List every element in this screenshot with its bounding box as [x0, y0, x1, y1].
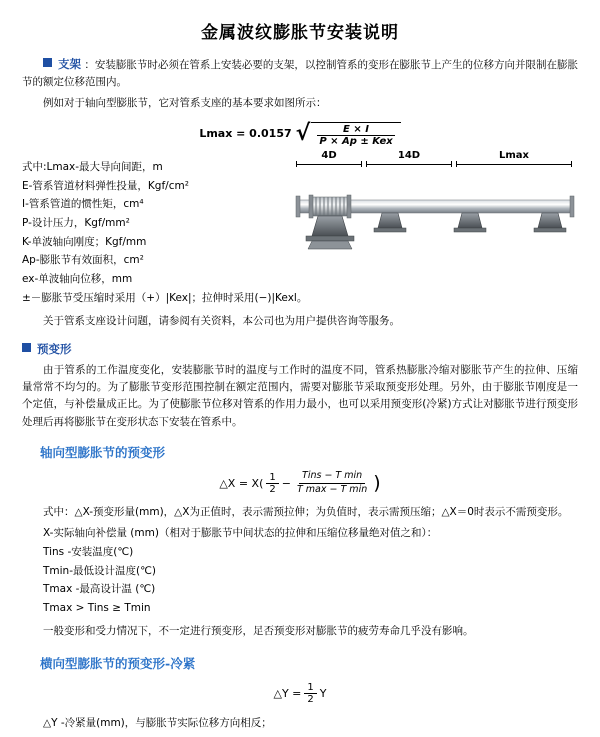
- one-half-fraction: 1 2: [266, 472, 278, 495]
- predeform-heading: 预变形: [37, 341, 72, 356]
- legend-item: Tmin-最低设计温度(℃): [43, 564, 156, 577]
- support-paragraph-2: 例如对于轴向型膨胀节，它对管系支座的基本要求如图所示：: [43, 96, 327, 109]
- lateral-equation-rhs: Y: [319, 686, 327, 700]
- legend-item: 式中:Lmax-最大导向间距，m: [22, 160, 163, 173]
- legend-item: P-设计压力，Kgf/mm²: [22, 217, 130, 229]
- legend-item: ex-单波轴向位移，mm: [22, 273, 133, 286]
- support-heading: 支架: [58, 57, 82, 71]
- predeform-paragraph: 由于管系的工作温度变化，安装膨胀节时的温度与工作时的温度不同，管系热膨胀冷缩对膨胀节产生的拉伸、压缩量常常不均匀的。为了膨胀节变形范围控制在额定范围内，需要对膨胀节采取预变形处理。另外，由于膨胀节刚度是一个定值，与补偿量成正比。为了使膨胀节位移对管系的作用力最小，也可以采用预变形(冷紧)方式让对膨胀节进行预变形处理后再将膨胀节在变形状态下安装在管系中。: [22, 363, 578, 428]
- blue-square-bullet-icon: [22, 343, 31, 352]
- axial-legend-list: [22, 524, 578, 617]
- lmax-formula-lhs: Lmax = 0.0157: [199, 127, 292, 141]
- figure-dimension-row: [290, 150, 578, 166]
- legend-item: ±－膨胀节受压缩时采用（+）|Kex|；拉伸时采用(−)|Kexl。: [22, 291, 308, 304]
- axial-equation-rhs: ): [373, 471, 381, 494]
- predeform-heading-row: [22, 341, 578, 357]
- dimension-lmax: Lmax: [456, 150, 572, 167]
- legend-item: I-管系管道的惯性矩，cm⁴: [22, 198, 144, 211]
- lateral-heading: 横向型膨胀节的预变形-冷紧: [40, 655, 196, 671]
- support-paragraph-3: 关于管系支座设计问题，请参阅有关资料，本公司也为用户提供咨询等服务。: [43, 315, 400, 328]
- support-body-1: 安装膨胀节时必须在管系上安装必要的支架，以控制管系的变形在膨胀节上产生的位移方向并限制在膨胀节的额定位移范围内。: [22, 59, 579, 89]
- legend-item: X-实际轴向补偿量 (mm)（相对于膨胀节中间状态的拉伸和压缩位移量绝对值之和）：: [43, 527, 438, 540]
- legend-item: E-管系管道材料弹性投量，Kgf/cm²: [22, 179, 189, 192]
- support-paragraph-1: 支架 ：安装膨胀节时必须在管系上安装必要的支架，以控制管系的变形在膨胀节上产生的位移方向并限制在膨胀节的额定位移范围内。: [22, 57, 579, 89]
- axial-equation-lhs: △X = X(: [219, 476, 264, 490]
- lmax-formula: [193, 120, 408, 148]
- axial-equation: [22, 471, 578, 496]
- axial-heading: 轴向型膨胀节的预变形: [40, 445, 166, 460]
- piping-diagram-icon: [290, 170, 578, 255]
- lateral-note: △Y -冷紧量(mm)，与膨胀节实际位移方向相反；: [43, 716, 272, 729]
- formula-denominator: P × Ap ± Kex: [319, 135, 393, 147]
- page-title: 金属波纹膨胀节安装说明: [201, 23, 399, 43]
- axial-tail: 一般变形和受力情况下，不一定进行预变形，足否预变形对膨胀节的疲劳寿命几乎没有影响。: [43, 624, 474, 637]
- formula-numerator: E × I: [343, 123, 369, 135]
- lateral-equation: [22, 682, 578, 705]
- legend-item: Tmax -最高设计温 (℃): [43, 583, 156, 596]
- legend-item: Ap-膨胀节有效面积，cm²: [22, 254, 144, 267]
- legend-item: Tmax > Tins ≥ Tmin: [43, 601, 151, 614]
- lateral-equation-lhs: △Y =: [273, 686, 302, 700]
- expansion-joint-figure: [290, 150, 578, 255]
- blue-square-bullet-icon: [43, 58, 52, 67]
- legend-item: Tins -安装温度(℃): [43, 545, 134, 558]
- axial-equation-minus: −: [281, 476, 291, 490]
- dimension-4d: 4D: [296, 150, 362, 167]
- dimension-14d: 14D: [366, 150, 452, 167]
- legend-item: K-单波轴向刚度；Kgf/mm: [22, 235, 147, 248]
- square-root-icon: √ $\frac{E \times I}{\text{P × Ap ± Kex}}$: [296, 120, 401, 148]
- axial-note: 式中：△X-预变形量(mm)，△X为正值时，表示需预拉伸；为负值时，表示需预压缩；△X＝0时表示不需预变形。: [43, 505, 569, 518]
- temperature-ratio-fraction: $\frac{\text{Tins − T min}}{\text{T max − T min}}$: [296, 470, 368, 495]
- one-half-fraction: $\frac{1}{2}$: [304, 682, 316, 705]
